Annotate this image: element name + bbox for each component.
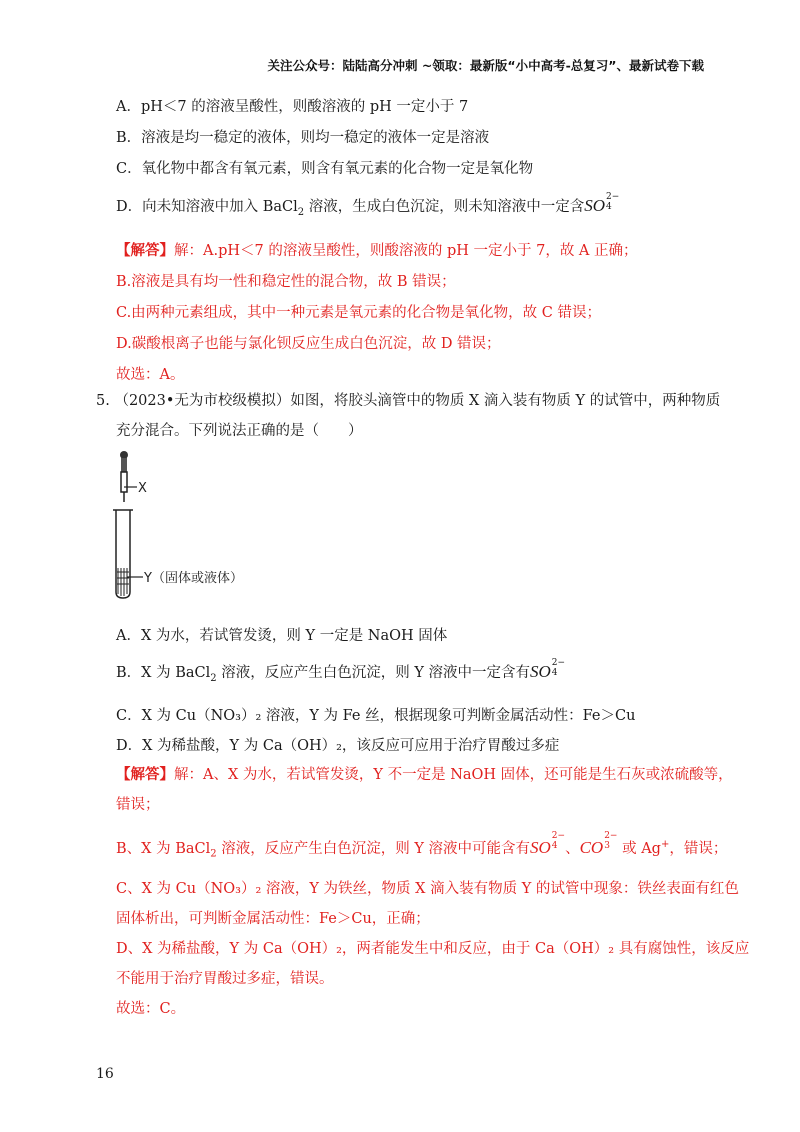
q5-answer-a-line2: 错误；	[116, 797, 160, 813]
q4-answer-line2: B.溶液是具有均一性和稳定性的混合物，故 B 错误；	[116, 274, 456, 290]
q5-stem-line1: 5. （2023•无为市校级模拟）如图，将胶头滴管中的物质 X 滴入装有物质 Y 的试管中，两种物质	[96, 393, 721, 409]
q4-option-a: A．pH＜7 的溶液呈酸性，则酸溶液的 pH 一定小于 7	[116, 99, 469, 115]
dropper-test-tube-figure	[110, 450, 270, 605]
sulfate-formula: SO	[584, 196, 606, 215]
q4-option-c: C．氧化物中都含有氧元素，则含有氧元素的化合物一定是氧化物	[116, 161, 534, 177]
page-number: 16	[96, 1066, 114, 1082]
page-header: 关注公众号：陆陆高分冲刺 ~领取：最新版“小中高考-总复习”、最新试卷下载	[267, 58, 704, 73]
q5-option-d: D．X 为稀盐酸，Y 为 Ca（OH）₂，该反应可应用于治疗胃酸过多症	[116, 738, 560, 754]
q5-answer-d-line2: 不能用于治疗胃酸过多症，错误。	[116, 971, 334, 987]
q4-answer-line3: C.由两种元素组成，其中一种元素是氧元素的化合物是氧化物，故 C 错误；	[116, 305, 601, 321]
dropper-bulb-neck	[121, 458, 127, 472]
q5-answer-c-line1: C、X 为 Cu（NO₃）₂ 溶液，Y 为铁丝，物质 X 滴入装有物质 Y 的试管中现象：铁丝表面有红色	[116, 881, 739, 897]
q5-answer-a-line1: 【解答】解：A、X 为水，若试管发烫，Y 不一定是 NaOH 固体，还可能是生石灰或浓硫酸等，	[116, 766, 733, 783]
answer-tag: 【解答】	[116, 766, 174, 783]
x-label: X	[138, 481, 147, 496]
q4-answer-line1: 【解答】解：A.pH＜7 的溶液呈酸性，则酸溶液的 pH 一定小于 7，故 A 正确；	[116, 242, 638, 259]
q4-option-b: B．溶液是均一稳定的液体，则均一稳定的液体一定是溶液	[116, 130, 490, 146]
q5-option-c: C．X 为 Cu（NO₃）₂ 溶液，Y 为 Fe 丝，根据现象可判断金属活动性：Fe＞Cu	[116, 708, 636, 724]
q5-answer-d-line1: D、X 为稀盐酸，Y 为 Ca（OH）₂，两者能发生中和反应，由于 Ca（OH）₂ 具有腐蚀性，该反应	[116, 941, 750, 957]
q5-stem-line2: 充分混合。下列说法正确的是（ ）	[116, 423, 363, 439]
q5-answer-b: B、X 为 BaCl$_2$ 溶液，反应产生白色沉淀，则 Y 溶液中可能含有SO 2− 4 、CO 2− 3 或 Ag+，错误；	[116, 831, 728, 860]
q4-answer-line5: 故选：A。	[116, 367, 185, 383]
sulfate-formula: SO	[530, 837, 551, 857]
carbonate-formula: CO	[579, 837, 604, 857]
q4-option-d: D．向未知溶液中加入 BaCl$_2$ 溶液，生成白色沉淀，则未知溶液中一定含SO 2− 4	[116, 192, 620, 218]
answer-tag: 【解答】	[116, 242, 174, 259]
q5-answer-c-line2: 固体析出，可判断金属活动性：Fe＞Cu，正确；	[116, 911, 430, 927]
dropper-bulb	[120, 451, 128, 459]
sulfate-formula: SO	[530, 662, 551, 681]
q4-answer-line4: D.碳酸根离子也能与氯化钡反应生成白色沉淀，故 D 错误；	[116, 336, 501, 352]
dropper-tube	[121, 472, 127, 492]
q5-option-a: A．X 为水，若试管发烫，则 Y 一定是 NaOH 固体	[116, 628, 448, 644]
tube-contents	[117, 568, 129, 596]
q5-answer-end: 故选：C。	[116, 1001, 186, 1017]
q5-option-b: B．X 为 BaCl$_2$ 溶液，反应产生白色沉淀，则 Y 溶液中一定含有SO 2− 4	[116, 658, 566, 684]
y-label: Y（固体或液体）	[144, 571, 243, 586]
